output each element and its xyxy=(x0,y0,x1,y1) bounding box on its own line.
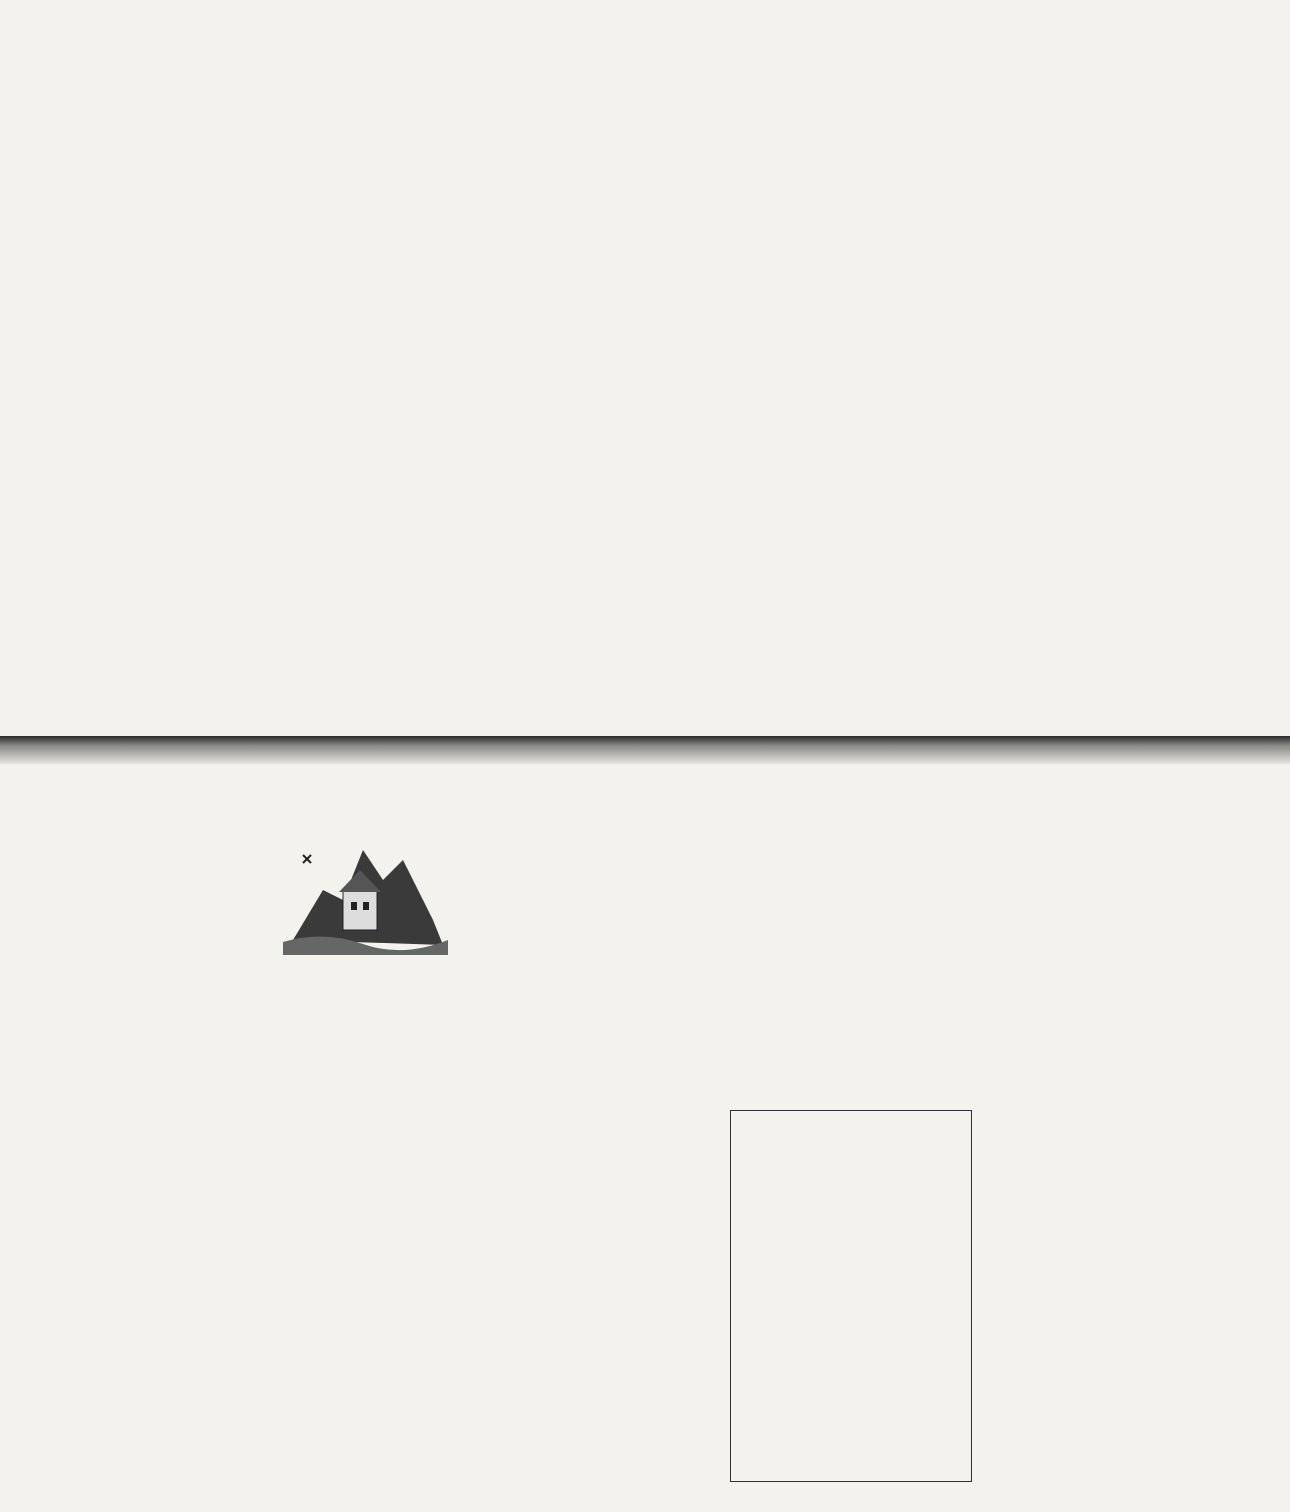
castle-illustration xyxy=(283,830,448,955)
legend-box xyxy=(730,1110,972,1482)
page-fold xyxy=(0,736,1290,764)
